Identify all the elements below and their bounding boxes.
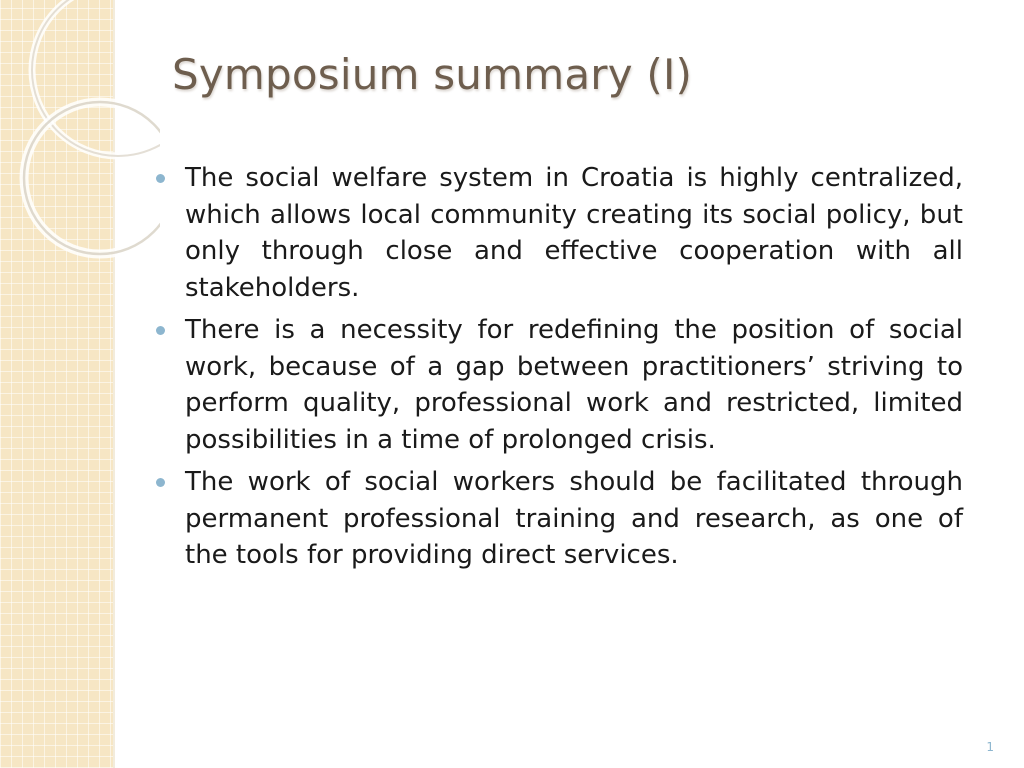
bullet-text: The social welfare system in Croatia is highly centralized, which allows local community creating its social policy, but only through close and effective cooperation with all stakeholders. <box>185 163 963 303</box>
bullet-dot-icon <box>156 174 165 183</box>
bullet-text: There is a necessity for redefining the position of social work, because of a gap between practitioners’ striving to perform quality, professional work and restricted, limited possibilities in a time of prolonged crisis. <box>185 315 963 455</box>
bullet-dot-icon <box>156 478 165 487</box>
slide-title: Symposium summary (I) <box>172 50 693 99</box>
bullet-item <box>155 312 963 458</box>
decorative-rings-icon <box>0 0 160 260</box>
page-number: 1 <box>986 740 994 754</box>
bullet-item <box>155 464 963 574</box>
bullet-list <box>155 160 963 580</box>
bullet-item <box>155 160 963 306</box>
bullet-text: The work of social workers should be facilitated through permanent professional training and research, as one of the tools for providing direct services. <box>185 467 963 570</box>
bullet-dot-icon <box>156 326 165 335</box>
